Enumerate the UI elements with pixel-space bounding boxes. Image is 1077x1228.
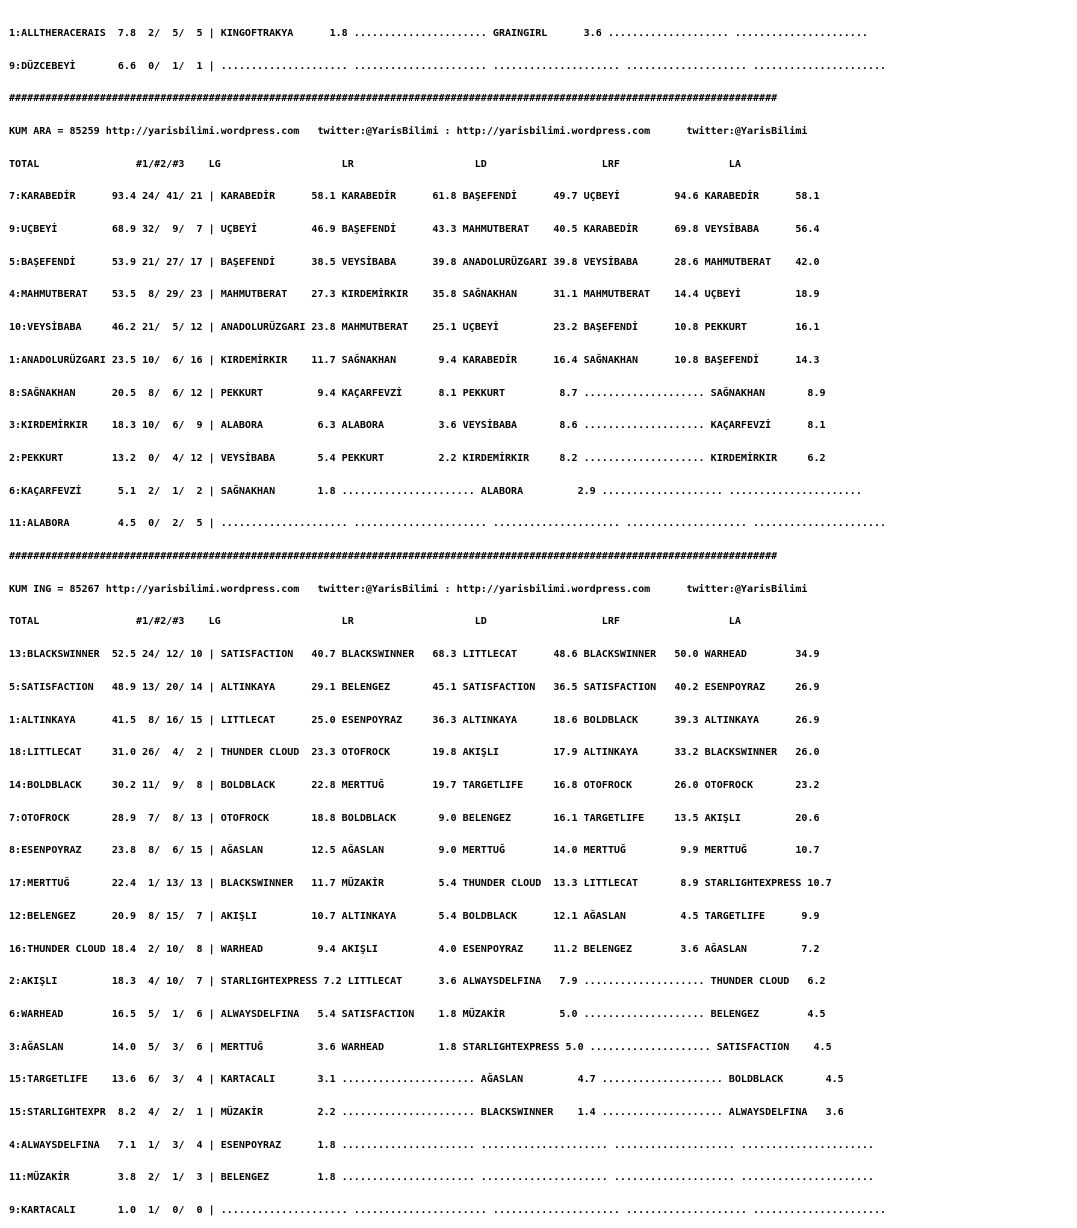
section-header-kum-ara: KUM ARA = 85259 http://yarisbilimi.wordpress.com twitter:@YarisBilimi : http://yarisbilimi.wordpress.com twitter:@YarisBilimi — [9, 125, 808, 137]
result-row: 1:ANADOLURÜZGARI 23.5 10/ 6/ 16 | KIRDEMİRKIR 11.7 SAĞNAKHAN 9.4 KARABEDİR 16.4 SAĞNAKHAN 10.8 BAŞEFENDİ 14.3 — [9, 354, 820, 366]
result-row: 6:KAÇARFEVZİ 5.1 2/ 1/ 2 | SAĞNAKHAN 1.8 ...................... ALABORA 2.9 .................... ...................... — [9, 485, 862, 497]
result-row: 15:TARGETLIFE 13.6 6/ 3/ 4 | KARTACALI 3.1 ...................... AĞASLAN 4.7 .................... BOLDBLACK 4.5 — [9, 1074, 844, 1086]
column-headers: TOTAL #1/#2/#3 LG LR LD LRF LA — [9, 158, 741, 170]
result-row: 13:BLACKSWINNER 52.5 24/ 12/ 10 | SATISFACTION 40.7 BLACKSWINNER 68.3 LITTLECAT 48.6 BLACKSWINNER 50.0 WARHEAD 34.9 — [9, 649, 820, 661]
result-row: 9:DÜZCEBEYİ 6.6 0/ 1/ 1 | ..................... ...................... ..................... .................... ...................... — [9, 60, 887, 72]
separator-line: ############################################################################################################################### — [9, 551, 778, 563]
result-row: 12:BELENGEZ 20.9 8/ 15/ 7 | AKIŞLI 10.7 ALTINKAYA 5.4 BOLDBLACK 12.1 AĞASLAN 4.5 TARGETLIFE 9.9 — [9, 910, 820, 922]
result-row: 11:ALABORA 4.5 0/ 2/ 5 | ..................... ...................... ..................... .................... ...................... — [9, 518, 887, 530]
result-row: 2:AKIŞLI 18.3 4/ 10/ 7 | STARLIGHTEXPRESS 7.2 LITTLECAT 3.6 ALWAYSDELFINA 7.9 .................... THUNDER CLOUD 6.2 — [9, 976, 826, 988]
result-row: 8:ESENPOYRAZ 23.8 8/ 6/ 15 | AĞASLAN 12.5 AĞASLAN 9.0 MERTTUĞ 14.0 MERTTUĞ 9.9 MERTTUĞ 10.7 — [9, 845, 820, 857]
race-results-sheet — [9, 7, 886, 1228]
result-row: 9:UÇBEYİ 68.9 32/ 9/ 7 | UÇBEYİ 46.9 BAŞEFENDİ 43.3 MAHMUTBERAT 40.5 KARABEDİR 69.8 VEYSİBABA 56.4 — [9, 224, 820, 236]
result-row: 7:KARABEDİR 93.4 24/ 41/ 21 | KARABEDİR 58.1 KARABEDİR 61.8 BAŞEFENDİ 49.7 UÇBEYİ 94.6 KARABEDİR 58.1 — [9, 191, 820, 203]
result-row: 9:KARTACALI 1.0 1/ 0/ 0 | ..................... ...................... ..................... .................... ...................... — [9, 1205, 887, 1217]
result-row: 10:VEYSİBABA 46.2 21/ 5/ 12 | ANADOLURÜZGARI 23.8 MAHMUTBERAT 25.1 UÇBEYİ 23.2 BAŞEFENDİ 10.8 PEKKURT 16.1 — [9, 322, 820, 334]
column-headers: TOTAL #1/#2/#3 LG LR LD LRF LA — [9, 616, 741, 628]
result-row: 8:SAĞNAKHAN 20.5 8/ 6/ 12 | PEKKURT 9.4 KAÇARFEVZİ 8.1 PEKKURT 8.7 .................... SAĞNAKHAN 8.9 — [9, 387, 826, 399]
section-header-kum-ing: KUM ING = 85267 http://yarisbilimi.wordpress.com twitter:@YarisBilimi : http://yarisbilimi.wordpress.com twitter:@YarisBilimi — [9, 583, 808, 595]
result-row: 5:SATISFACTION 48.9 13/ 20/ 14 | ALTINKAYA 29.1 BELENGEZ 45.1 SATISFACTION 36.5 SATISFACTION 40.2 ESENPOYRAZ 26.9 — [9, 681, 820, 693]
result-row: 15:STARLIGHTEXPR 8.2 4/ 2/ 1 | MÜZAKİR 2.2 ...................... BLACKSWINNER 1.4 .................... ALWAYSDELFINA 3.6 — [9, 1107, 844, 1119]
result-row: 18:LITTLECAT 31.0 26/ 4/ 2 | THUNDER CLOUD 23.3 OTOFROCK 19.8 AKIŞLI 17.9 ALTINKAYA 33.2 BLACKSWINNER 26.0 — [9, 747, 820, 759]
result-row: 4:MAHMUTBERAT 53.5 8/ 29/ 23 | MAHMUTBERAT 27.3 KIRDEMİRKIR 35.8 SAĞNAKHAN 31.1 MAHMUTBERAT 14.4 UÇBEYİ 18.9 — [9, 289, 820, 301]
result-row: 7:OTOFROCK 28.9 7/ 8/ 13 | OTOFROCK 18.8 BOLDBLACK 9.0 BELENGEZ 16.1 TARGETLIFE 13.5 AKIŞLI 20.6 — [9, 812, 820, 824]
result-row: 11:MÜZAKİR 3.8 2/ 1/ 3 | BELENGEZ 1.8 ...................... ..................... .................... ...................... — [9, 1172, 874, 1184]
result-row: 17:MERTTUĞ 22.4 1/ 13/ 13 | BLACKSWINNER 11.7 MÜZAKİR 5.4 THUNDER CLOUD 13.3 LITTLECAT 8.9 STARLIGHTEXPRESS 10.7 — [9, 878, 832, 890]
result-row: 3:AĞASLAN 14.0 5/ 3/ 6 | MERTTUĞ 3.6 WARHEAD 1.8 STARLIGHTEXPRESS 5.0 .................... SATISFACTION 4.5 — [9, 1041, 832, 1053]
result-row: 14:BOLDBLACK 30.2 11/ 9/ 8 | BOLDBLACK 22.8 MERTTUĞ 19.7 TARGETLIFE 16.8 OTOFROCK 26.0 OTOFROCK 23.2 — [9, 779, 820, 791]
separator-line: ############################################################################################################################### — [9, 93, 778, 105]
result-row: 3:KIRDEMİRKIR 18.3 10/ 6/ 9 | ALABORA 6.3 ALABORA 3.6 VEYSİBABA 8.6 .................... KAÇARFEVZİ 8.1 — [9, 420, 826, 432]
result-row: 4:ALWAYSDELFINA 7.1 1/ 3/ 4 | ESENPOYRAZ 1.8 ...................... ..................... .................... ...................... — [9, 1139, 874, 1151]
result-row: 1:ALLTHERACERAIS 7.8 2/ 5/ 5 | KINGOFTRAKYA 1.8 ...................... GRAINGIRL 3.6 .................... ...................... — [9, 27, 868, 39]
result-row: 16:THUNDER CLOUD 18.4 2/ 10/ 8 | WARHEAD 9.4 AKIŞLI 4.0 ESENPOYRAZ 11.2 BELENGEZ 3.6 AĞASLAN 7.2 — [9, 943, 820, 955]
result-row: 6:WARHEAD 16.5 5/ 1/ 6 | ALWAYSDELFINA 5.4 SATISFACTION 1.8 MÜZAKİR 5.0 .................... BELENGEZ 4.5 — [9, 1008, 826, 1020]
result-row: 2:PEKKURT 13.2 0/ 4/ 12 | VEYSİBABA 5.4 PEKKURT 2.2 KIRDEMİRKIR 8.2 .................... KIRDEMİRKIR 6.2 — [9, 452, 826, 464]
result-row: 1:ALTINKAYA 41.5 8/ 16/ 15 | LITTLECAT 25.0 ESENPOYRAZ 36.3 ALTINKAYA 18.6 BOLDBLACK 39.3 ALTINKAYA 26.9 — [9, 714, 820, 726]
result-row: 5:BAŞEFENDİ 53.9 21/ 27/ 17 | BAŞEFENDİ 38.5 VEYSİBABA 39.8 ANADOLURÜZGARI 39.8 VEYSİBABA 28.6 MAHMUTBERAT 42.0 — [9, 256, 820, 268]
